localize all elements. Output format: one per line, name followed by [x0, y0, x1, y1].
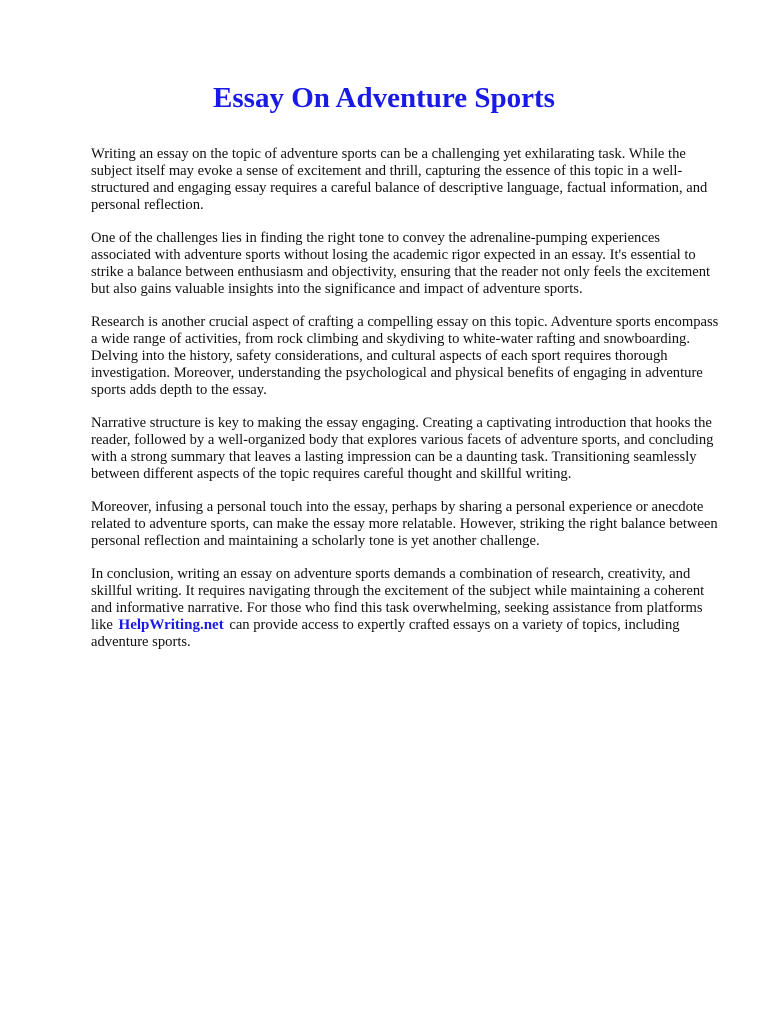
- paragraph-research: Research is another crucial aspect of crafting a compelling essay on this topic. Adventure sports encompass a wide range of activities, from rock climbing and skydiving to white-water rafting and snowboarding. Delving into the history, safety considerations, and cultural aspects of each sport requires thorough investigation. Moreover, understanding the psychological and physical benefits of engaging in adventure sports adds depth to the essay.: [91, 314, 719, 398]
- paragraph-intro: Writing an essay on the topic of adventure sports can be a challenging yet exhilarating task. While the subject itself may evoke a sense of excitement and thrill, capturing the essence of this topic in a well-structured and engaging essay requires a careful balance of descriptive language, factual information, and personal reflection.: [91, 146, 708, 213]
- paragraph-conclusion: [91, 566, 719, 651]
- conclusion-text-before: In conclusion, writing an essay on adventure sports demands a combination of research, creativity, and skillful writing. It requires navigating through the excitement of the subject while maintaining a coherent and informative narrative. For those who find this task overwhelming, seeking assistance from platforms like: [91, 566, 705, 633]
- paragraph-narrative: Narrative structure is key to making the essay engaging. Creating a captivating introduction that hooks the reader, followed by a well-organized body that explores various facets of adventure sports, and concluding with a strong summary that leaves a lasting impression can be a daunting task. Transitioning seamlessly between different aspects of the topic requires careful thought and skillful writing.: [91, 415, 714, 482]
- page-title: Essay On Adventure Sports: [213, 82, 555, 114]
- helpwriting-link[interactable]: HelpWriting.net: [118, 617, 224, 633]
- paragraph-tone: One of the challenges lies in finding the right tone to convey the adrenaline-pumping experiences associated with adventure sports without losing the academic rigor expected in an essay. It's essential to strike a balance between enthusiasm and objectivity, ensuring that the reader not only feels the excitement but also gains valuable insights into the significance and impact of adventure sports.: [91, 230, 711, 297]
- essay-body: [91, 146, 719, 667]
- paragraph-personal: Moreover, infusing a personal touch into the essay, perhaps by sharing a personal experience or anecdote related to adventure sports, can make the essay more relatable. However, striking the right balance between personal reflection and maintaining a scholarly tone is yet another challenge.: [91, 499, 718, 549]
- conclusion-text-after: can provide access to expertly crafted essays on a variety of topics, including adventure sports.: [91, 617, 680, 650]
